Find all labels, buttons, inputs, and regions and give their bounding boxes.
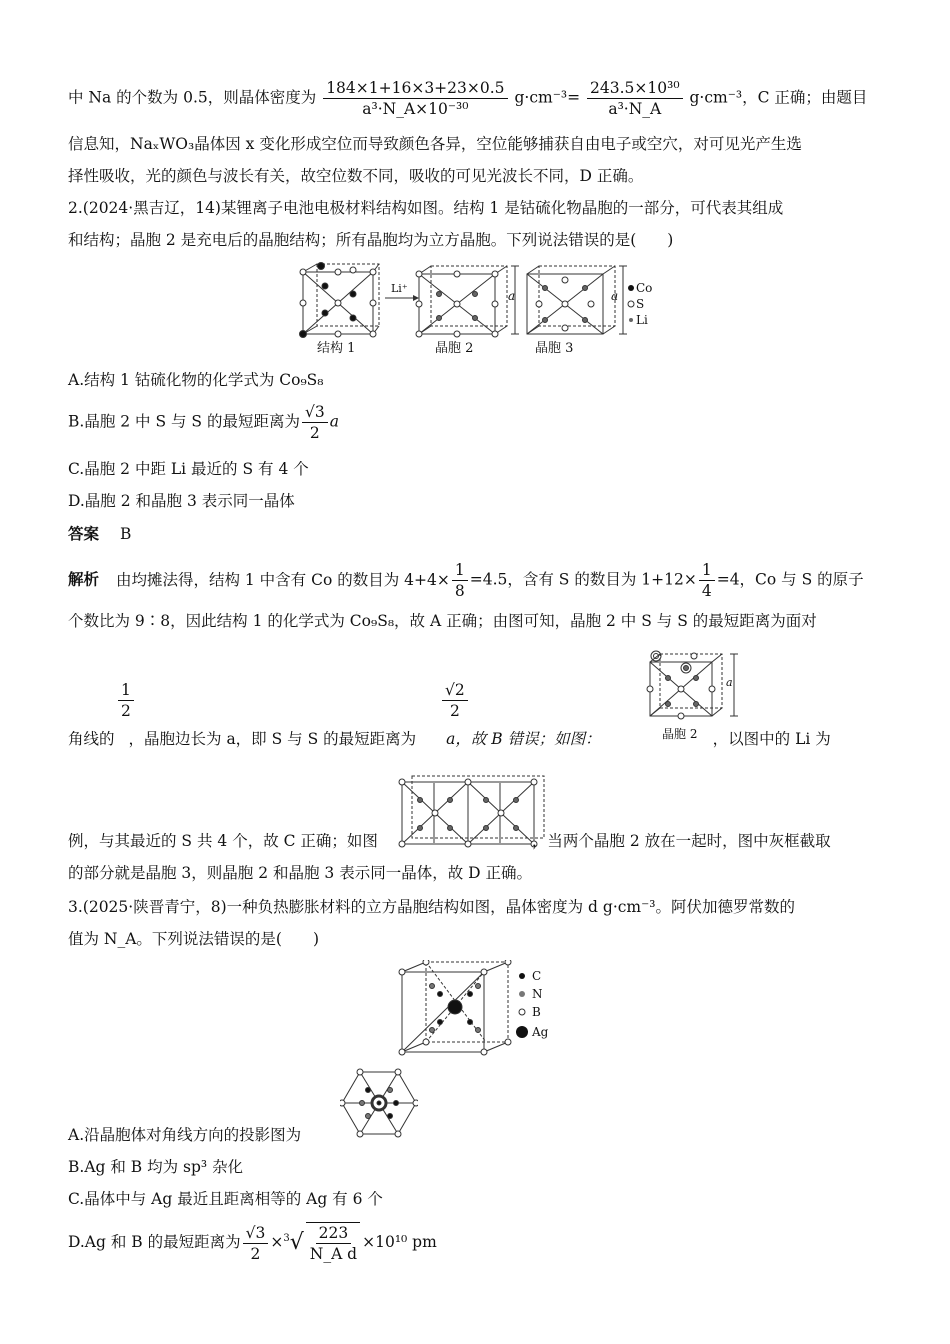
question-2-stem: 2.(2024·黑吉辽，14)某锂离子电池电极材料结构如图。结构 1 是钴硫化物晶胞的一部分，可代表其组成 bbox=[68, 199, 784, 217]
legend-s-dot bbox=[628, 301, 634, 307]
legend-c-dot bbox=[519, 973, 525, 979]
projection-hexagon-figure bbox=[340, 1068, 418, 1138]
cell-2-diagram bbox=[416, 266, 519, 337]
answer-label: 答案 bbox=[68, 524, 100, 543]
question-2-stem: 和结构；晶胞 2 是充电后的晶胞结构；所有晶胞均为立方晶胞。下列说法错误的是( ) bbox=[68, 231, 674, 249]
cell-3-edge-label: a bbox=[611, 289, 619, 303]
legend-co-dot bbox=[628, 285, 634, 291]
explanation-line: 角线的 ，晶胞边长为 a，即 S 与 S 的最短距离为 a，故 B 错误；如图： ，以图中的 Li 为 bbox=[68, 730, 831, 748]
cell-2-label: 晶胞 2 bbox=[435, 341, 474, 356]
density-fraction-1: $\frac{184\times 1+16\times 3+23\times 0.5}{\text{a³·N\_A×10⁻³⁰}}$ bbox=[323, 78, 507, 119]
legend-li-dot bbox=[629, 318, 633, 322]
question-3-stem: 3.(2025·陕晋青宁，8)一种负热膨胀材料的立方晶胞结构如图，晶体密度为 d g·cm⁻³。阿伏加德罗常数的 bbox=[68, 898, 796, 916]
explanation-line: 解析 由均摊法得，结构 1 中含有 Co 的数目为 4+4× $\frac{1}{8}$ =4.5，含有 S 的数目为 1+12× $\frac{1}{4}$ =4，Co 与 S 的原子 bbox=[68, 561, 864, 600]
q3-option-a: A.沿晶胞体对角线方向的投影图为 bbox=[68, 1126, 302, 1144]
legend-n: N bbox=[532, 987, 543, 1001]
option-d: D.晶胞 2 和晶胞 3 表示同一晶体 bbox=[68, 492, 295, 510]
question-3-cell-figure bbox=[396, 960, 566, 1060]
density-text-b: g·cm⁻³，C 正确；由题目 bbox=[689, 88, 868, 107]
legend-ag: Ag bbox=[532, 1025, 549, 1039]
density-line bbox=[68, 78, 867, 119]
explanation-cell-label: 晶胞 2 bbox=[662, 727, 698, 741]
legend-c: C bbox=[532, 969, 542, 983]
structure-1-diagram bbox=[300, 263, 380, 338]
legend-n-dot bbox=[519, 991, 525, 997]
legend-li: Li bbox=[636, 313, 648, 327]
legend-b: B bbox=[532, 1005, 541, 1019]
q3-option-d: D.Ag 和 B 的最短距离为 $\frac{√3}{2}$ ×$^3$√ $\frac{223}{\text{N\_A d}}$ ×10¹⁰ pm bbox=[68, 1223, 437, 1263]
option-a: A.结构 1 钴硫化物的化学式为 Co₉S₈ bbox=[68, 371, 324, 389]
legend-s: S bbox=[636, 297, 645, 311]
legend-ag-dot bbox=[516, 1026, 528, 1038]
arrow-label: Li⁺ bbox=[391, 282, 408, 295]
cell-2-edge-label: a bbox=[508, 289, 516, 303]
explanation-line: 个数比为 9∶8，因此结构 1 的化学式为 Co₉S₈，故 A 正确；由图可知，晶胞 2 中 S 与 S 的最短距离为面对 bbox=[68, 612, 817, 630]
option-c: C.晶胞 2 中距 Li 最近的 S 有 4 个 bbox=[68, 460, 309, 478]
arrow-head bbox=[413, 295, 419, 301]
q3-option-b: B.Ag 和 B 均为 sp³ 杂化 bbox=[68, 1158, 244, 1176]
answer-value: B bbox=[119, 525, 132, 543]
paragraph-line: 择性吸收，光的颜色与波长有关，故空位数不同，吸收的可见光波长不同，D 正确。 bbox=[68, 167, 644, 185]
legend-co: Co bbox=[636, 281, 653, 295]
half-fraction: $\frac{1}{2}$ bbox=[118, 680, 134, 721]
explanation-line: 例，与其最近的 S 共 4 个，故 C 正确；如图 ，当两个晶胞 2 放在一起时，图中灰框截取 bbox=[68, 832, 831, 850]
structure-1-label: 结构 1 bbox=[317, 341, 356, 356]
option-b: B.晶胞 2 中 S 与 S 的最短距离为 $\frac{√3}{2}$ a bbox=[68, 403, 339, 442]
density-text-a: 中 Na 的个数为 0.5，则晶体密度为 bbox=[68, 88, 317, 107]
cell-3-label: 晶胞 3 bbox=[535, 341, 574, 356]
legend-b-dot bbox=[519, 1009, 525, 1015]
explanation-line: 的部分就是晶胞 3，则晶胞 2 和晶胞 3 表示同一晶体，故 D 正确。 bbox=[68, 864, 533, 882]
question-3-stem: 值为 N_A。下列说法错误的是( ) bbox=[68, 930, 320, 948]
root2-fraction: $\frac{√2}{2}$ bbox=[442, 680, 468, 721]
q3-option-c: C.晶体中与 Ag 最近且距离相等的 Ag 有 6 个 bbox=[68, 1190, 383, 1208]
explanation-label: 解析 bbox=[68, 569, 100, 589]
density-fraction-2: $\frac{\text{243.5×10³⁰}}{\text{a³·N\_A}}$ bbox=[587, 78, 683, 119]
answer-line bbox=[68, 523, 131, 545]
paragraph-line: 信息知，NaₓWO₃晶体因 x 变化形成空位而导致颜色各异，空位能够捕获自由电子或空穴，对可见光产生选 bbox=[68, 135, 802, 153]
explanation-edge-label: a bbox=[726, 676, 733, 689]
density-unit: g·cm⁻³= bbox=[514, 88, 581, 107]
question-2-figure bbox=[295, 258, 665, 358]
